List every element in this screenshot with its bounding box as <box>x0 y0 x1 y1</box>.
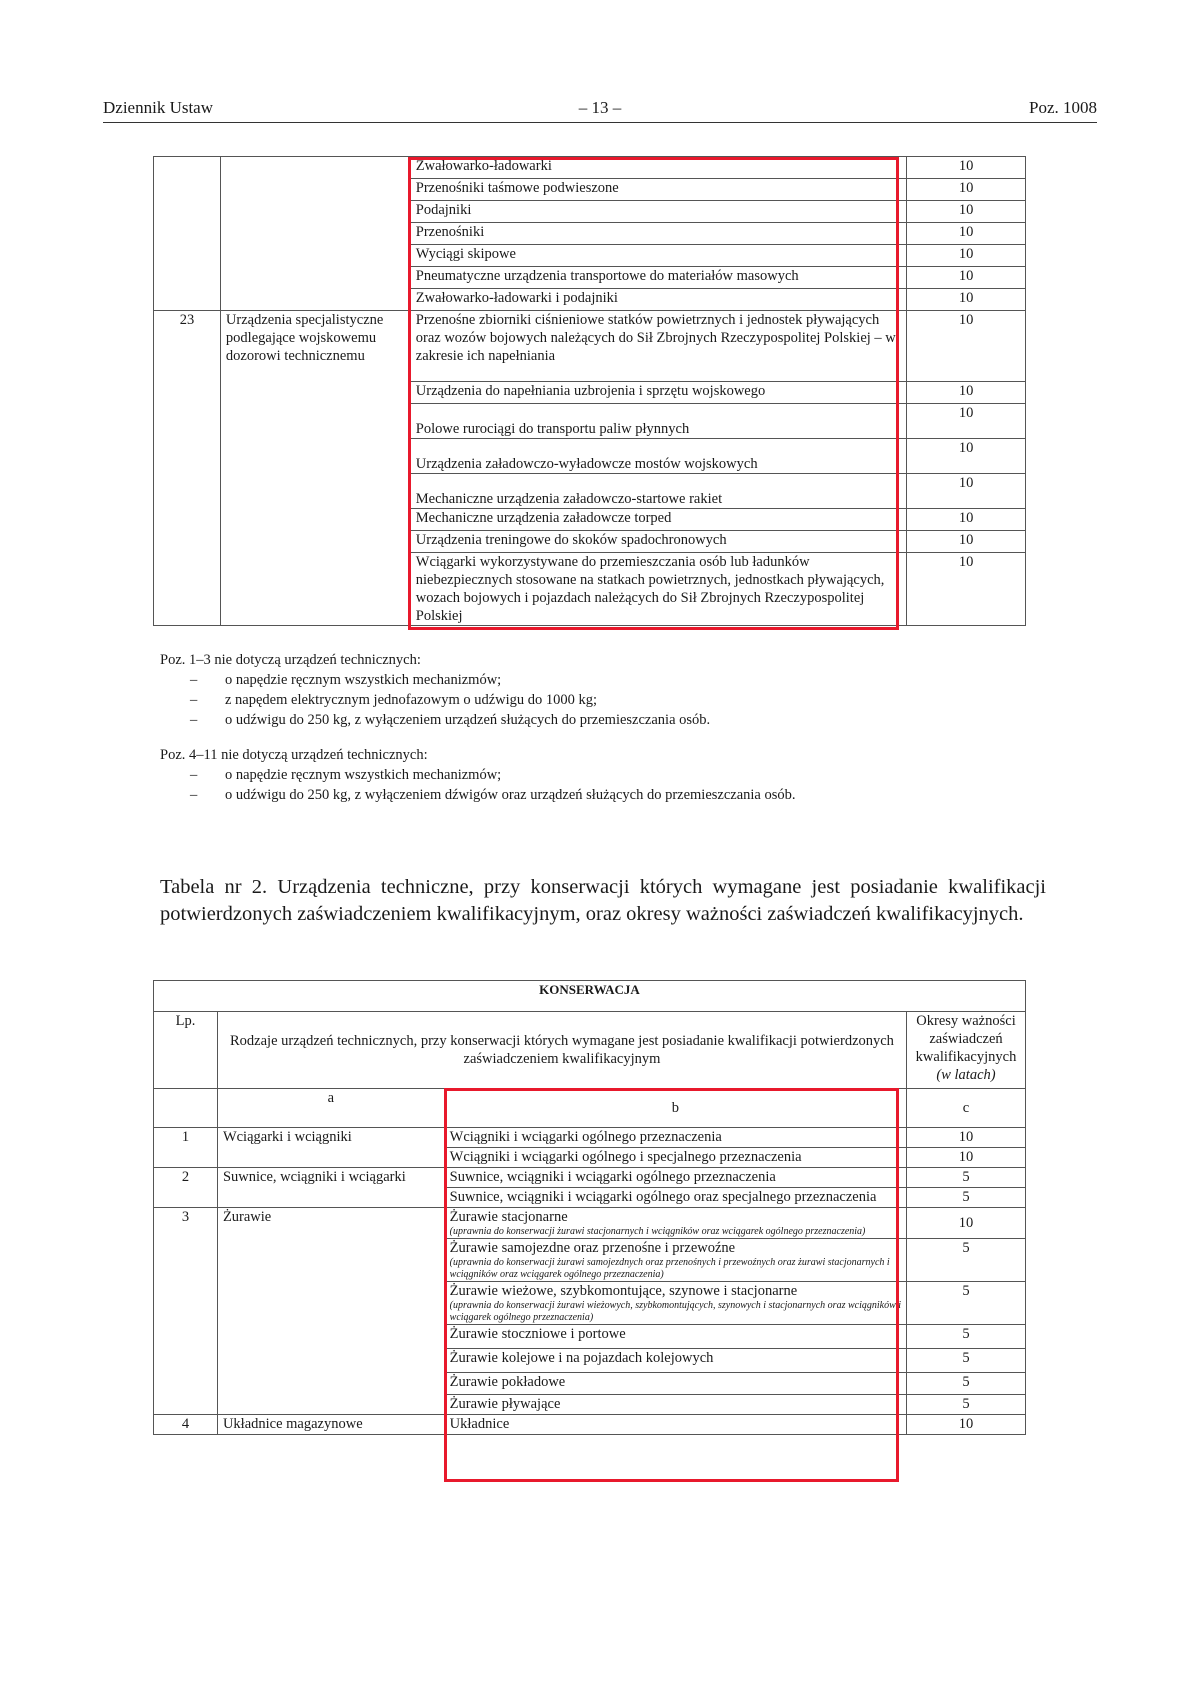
device-name: Żurawie pływające <box>444 1395 906 1415</box>
device-name: Wciągarki wykorzystywane do przemieszczania osób lub ładunków niebezpiecznych stosowane na statkach powietrznych, jednostkach pływających, wozach bojowych i pojazdach należących do Sił Zbrojnych Rzeczypospolitej Polskiej <box>410 553 906 626</box>
device-name: Urządzenia treningowe do skoków spadochronowych <box>410 531 906 553</box>
table-row <box>154 1128 1026 1148</box>
row-lp: 3 <box>154 1208 218 1415</box>
table-caption: Tabela nr 2. Urządzenia techniczne, przy konserwacji których wymagane jest posiadanie kwalifikacji potwierdzonych zaświadczeniem kwalifikacyjnym, oraz okresy ważności zaświadczeń kwalifikacyjnych. <box>160 876 1046 925</box>
note-block <box>160 745 796 805</box>
validity-years: 5 <box>907 1325 1026 1349</box>
note-item: – o napędzie ręcznym wszystkich mechanizmów; <box>160 670 710 690</box>
device-name: Suwnice, wciągniki i wciągarki ogólnego przeznaczenia <box>444 1168 906 1188</box>
header-lp: Lp. <box>154 1012 218 1089</box>
device-name: Zwałowarko-ładowarki i podajniki <box>410 289 906 311</box>
device-name: Żurawie stacjonarne <box>449 1209 568 1225</box>
header-validity <box>907 1012 1026 1089</box>
table-row <box>154 1168 1026 1188</box>
device-name-with-note <box>444 1239 906 1282</box>
device-name: Wyciągi skipowe <box>410 245 906 267</box>
device-note: (uprawnia do konserwacji żurawi stacjonarnych i wciągników oraz wciągarek ogólnego przeznaczenia) <box>449 1226 866 1237</box>
page-header <box>103 98 1097 123</box>
column-letter-c: c <box>907 1089 1026 1128</box>
device-name: Układnice <box>444 1415 906 1435</box>
device-name: Podajniki <box>410 201 906 223</box>
validity-years: 10 <box>907 553 1026 626</box>
validity-years: 10 <box>907 1208 1026 1239</box>
row-lp: 4 <box>154 1415 218 1435</box>
table-section-header <box>154 981 1026 1012</box>
validity-years: 5 <box>907 1168 1026 1188</box>
validity-years: 10 <box>907 267 1026 289</box>
validity-years: 10 <box>907 1128 1026 1148</box>
device-name: Zwałowarko-ładowarki <box>410 157 906 179</box>
device-name: Przenośniki taśmowe podwieszone <box>410 179 906 201</box>
device-name: Żurawie pokładowe <box>444 1373 906 1395</box>
table-row <box>154 1415 1026 1435</box>
validity-years: 10 <box>907 382 1026 404</box>
device-category: Suwnice, wciągniki i wciągarki <box>217 1168 444 1208</box>
device-name: Urządzenia załadowczo-wyładowcze mostów wojskowych <box>410 439 906 474</box>
validity-years: 10 <box>907 404 1026 439</box>
device-name: Suwnice, wciągniki i wciągarki ogólnego oraz specjalnego przeznaczenia <box>444 1188 906 1208</box>
device-name: Wciągniki i wciągarki ogólnego przeznaczenia <box>444 1128 906 1148</box>
validity-years: 5 <box>907 1239 1026 1282</box>
note-item: – o udźwigu do 250 kg, z wyłączeniem dźwigów oraz urządzeń służących do przemieszczania osób. <box>160 785 796 805</box>
validity-years: 10 <box>907 157 1026 179</box>
validity-years: 10 <box>907 509 1026 531</box>
device-category: Żurawie <box>217 1208 444 1415</box>
device-name: Przenośne zbiorniki ciśnieniowe statków powietrznych i jednostek pływających oraz wozów bojowych należących do Sił Zbrojnych Rzeczypospolitej Polskiej – w zakresie ich napełniania <box>410 311 906 382</box>
device-name: Mechaniczne urządzenia załadowcze torped <box>410 509 906 531</box>
device-name-with-note <box>444 1208 906 1239</box>
table-row <box>154 1208 1026 1239</box>
device-name: Pneumatyczne urządzenia transportowe do materiałów masowych <box>410 267 906 289</box>
validity-years: 10 <box>907 531 1026 553</box>
device-name: Przenośniki <box>410 223 906 245</box>
column-letter-b: b <box>444 1089 906 1128</box>
section-title: KONSERWACJA <box>154 981 1026 1012</box>
note-item: – z napędem elektrycznym jednofazowym o udźwigu do 1000 kg; <box>160 690 710 710</box>
validity-years: 10 <box>907 201 1026 223</box>
maintenance-table <box>153 980 1026 1435</box>
device-name: Żurawie stoczniowe i portowe <box>444 1325 906 1349</box>
device-note: (uprawnia do konserwacji żurawi wieżowych, szybkomontujących, szynowych i stacjonarnych oraz wciągników i wciągarek ogólnego przeznaczenia) <box>449 1300 902 1323</box>
row-lp: 23 <box>154 311 221 626</box>
page-number: – 13 – <box>578 98 622 117</box>
device-category: Wciągarki i wciągniki <box>217 1128 444 1168</box>
table-continuation <box>153 156 1026 626</box>
validity-years: 10 <box>907 1415 1026 1435</box>
device-name: Żurawie kolejowe i na pojazdach kolejowych <box>444 1349 906 1373</box>
journal-name: Dziennik Ustaw <box>103 98 214 117</box>
validity-years: 10 <box>907 474 1026 509</box>
table-row <box>154 311 1026 382</box>
row-lp: 1 <box>154 1128 218 1168</box>
device-name: Żurawie samojezdne oraz przenośne i przewoźne <box>449 1240 736 1256</box>
validity-years: 5 <box>907 1373 1026 1395</box>
validity-years: 5 <box>907 1349 1026 1373</box>
note-item: – o napędzie ręcznym wszystkich mechanizmów; <box>160 765 796 785</box>
note-title: Poz. 1–3 nie dotyczą urządzeń technicznych: <box>160 652 421 668</box>
column-letter-a: a <box>217 1089 444 1128</box>
validity-years: 5 <box>907 1188 1026 1208</box>
validity-years: 5 <box>907 1395 1026 1415</box>
validity-years: 10 <box>907 289 1026 311</box>
device-name: Polowe rurociągi do transportu paliw płynnych <box>410 404 906 439</box>
row-lp: 2 <box>154 1168 218 1208</box>
device-name: Mechaniczne urządzenia załadowczo-startowe rakiet <box>410 474 906 509</box>
position-number: Poz. 1008 <box>1029 98 1097 117</box>
validity-years: 5 <box>907 1282 1026 1325</box>
note-block <box>160 650 710 730</box>
device-name-with-note <box>444 1282 906 1325</box>
validity-years: 10 <box>907 179 1026 201</box>
device-category: Układnice magazynowe <box>217 1415 444 1435</box>
note-title: Poz. 4–11 nie dotyczą urządzeń technicznych: <box>160 747 428 763</box>
header-validity-unit: (w latach) <box>936 1067 996 1083</box>
device-note: (uprawnia do konserwacji żurawi samojezdnych oraz przenośnych i przewoźnych oraz żurawi stacjonarnych i wciągników oraz wciągarek ogólnego przeznaczenia) <box>449 1257 890 1280</box>
validity-years: 10 <box>907 245 1026 267</box>
header-validity-label: Okresy ważności zaświadczeń kwalifikacyjnych <box>915 1013 1017 1065</box>
validity-years: 10 <box>907 223 1026 245</box>
header-kinds: Rodzaje urządzeń technicznych, przy konserwacji których wymagane jest posiadanie kwalifikacji potwierdzonych zaświadczeniem kwalifikacyjnym <box>217 1012 906 1089</box>
note-item: – o udźwigu do 250 kg, z wyłączeniem urządzeń służących do przemieszczania osób. <box>160 710 710 730</box>
table-header-row <box>154 1012 1026 1089</box>
device-name: Urządzenia do napełniania uzbrojenia i sprzętu wojskowego <box>410 382 906 404</box>
validity-years: 10 <box>907 439 1026 474</box>
device-category: Urządzenia specjalistyczne podlegające wojskowemu dozorowi technicznemu <box>220 311 410 626</box>
validity-years: 10 <box>907 1148 1026 1168</box>
table-row <box>154 157 1026 179</box>
device-name: Żurawie wieżowe, szybkomontujące, szynowe i stacjonarne <box>449 1283 798 1299</box>
validity-years: 10 <box>907 311 1026 382</box>
device-name: Wciągniki i wciągarki ogólnego i specjalnego przeznaczenia <box>444 1148 906 1168</box>
table-column-letters <box>154 1089 1026 1128</box>
